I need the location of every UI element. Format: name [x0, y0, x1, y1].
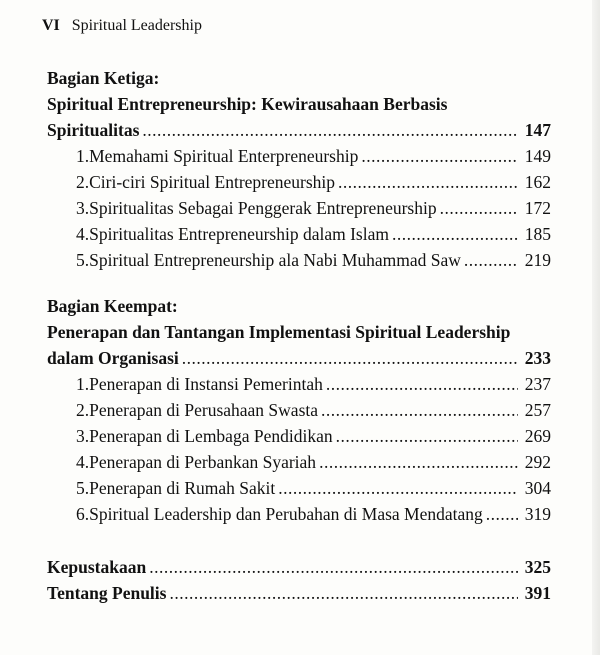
toc-entry[interactable]: [47, 554, 551, 580]
toc-entry[interactable]: [47, 580, 551, 606]
toc-entry[interactable]: [47, 117, 551, 143]
dot-leader: [361, 143, 518, 169]
dot-leader: [464, 247, 518, 273]
entry-page: 233: [524, 348, 551, 368]
dot-leader: [392, 221, 518, 247]
dot-leader: [182, 345, 518, 371]
entry-page: 269: [524, 426, 551, 446]
section-label: Bagian Keempat:: [47, 296, 178, 316]
entry-title: Penerapan di Instansi Pemerintah: [89, 374, 323, 394]
entry-number: 2.: [76, 172, 90, 192]
dot-leader: [169, 580, 518, 606]
entry-number: 5.: [76, 250, 90, 270]
entry-title: Ciri-ciri Spiritual Entrepreneurship: [89, 172, 336, 192]
dot-leader: [149, 554, 518, 580]
entry-title: Spiritualitas Sebagai Penggerak Entrepreneurship: [89, 198, 437, 218]
entry-number: 4.: [76, 224, 90, 244]
entry-title: Tentang Penulis: [47, 583, 167, 603]
entry-page: 172: [524, 198, 551, 218]
dot-leader: [319, 449, 518, 475]
toc-entry[interactable]: [47, 169, 551, 195]
back-matter: [47, 554, 551, 606]
running-head: [42, 17, 202, 35]
entry-number: 3.: [76, 426, 90, 446]
entry-page: 147: [524, 120, 551, 140]
toc-entry[interactable]: [47, 449, 551, 475]
entry-number: 6.: [76, 504, 90, 524]
dot-leader: [278, 475, 518, 501]
entry-page: 162: [524, 172, 551, 192]
section-label: Bagian Ketiga:: [47, 68, 160, 88]
entry-title: Spiritual Entrepreneurship ala Nabi Muhammad Saw: [89, 250, 461, 270]
entry-title: Spiritualitas Entrepreneurship dalam Islam: [89, 224, 389, 244]
entry-title: Penerapan di Lembaga Pendidikan: [89, 426, 333, 446]
entry-page: 325: [524, 557, 551, 577]
toc-entry[interactable]: [47, 423, 551, 449]
section-title: Spiritual Entrepreneurship: Kewirausahaan Berbasis: [47, 94, 448, 114]
toc-entry[interactable]: [47, 345, 551, 371]
entry-number: 1.: [76, 374, 90, 394]
entry-page: 257: [524, 400, 551, 420]
dot-leader: [336, 423, 518, 449]
toc-entry[interactable]: [47, 195, 551, 221]
toc-entry[interactable]: [47, 221, 551, 247]
dot-leader: [338, 169, 518, 195]
entry-title: Kepustakaan: [47, 557, 147, 577]
toc-entry[interactable]: [47, 247, 551, 273]
entry-page: 237: [524, 374, 551, 394]
entry-page: 304: [524, 478, 551, 498]
toc-entry[interactable]: [47, 143, 551, 169]
dot-leader: [142, 117, 518, 143]
dot-leader: [440, 195, 518, 221]
section-title: Penerapan dan Tantangan Implementasi Spiritual Leadership: [47, 322, 511, 342]
entry-page: 185: [524, 224, 551, 244]
entry-page: 219: [524, 250, 551, 270]
section-bagian-keempat: [47, 293, 551, 527]
entry-number: 3.: [76, 198, 90, 218]
toc-entry[interactable]: [47, 475, 551, 501]
dot-leader: [326, 371, 518, 397]
toc-entry[interactable]: [47, 501, 551, 527]
entry-title: dalam Organisasi: [47, 348, 179, 368]
page-edge: [592, 0, 600, 655]
entry-page: 149: [524, 146, 551, 166]
entry-number: 2.: [76, 400, 90, 420]
entry-number: 4.: [76, 452, 90, 472]
dot-leader: [321, 397, 518, 423]
entry-title: Spiritual Leadership dan Perubahan di Masa Mendatang: [89, 504, 483, 524]
entry-page: 319: [524, 504, 551, 524]
entry-page: 292: [524, 452, 551, 472]
entry-number: 1.: [76, 146, 90, 166]
entry-page: 391: [524, 583, 551, 603]
entry-title: Penerapan di Perusahaan Swasta: [89, 400, 319, 420]
entry-title: Spiritualitas: [47, 120, 140, 140]
entry-number: 5.: [76, 478, 90, 498]
section-bagian-ketiga: [47, 65, 551, 273]
toc-entry[interactable]: [47, 371, 551, 397]
toc-entry[interactable]: [47, 397, 551, 423]
dot-leader: [486, 501, 518, 527]
table-of-contents: [47, 65, 551, 606]
page-number: VI: [42, 17, 60, 34]
book-title: Spiritual Leadership: [71, 17, 202, 34]
entry-title: Memahami Spiritual Enterpreneurship: [89, 146, 359, 166]
entry-title: Penerapan di Rumah Sakit: [89, 478, 276, 498]
entry-title: Penerapan di Perbankan Syariah: [89, 452, 317, 472]
